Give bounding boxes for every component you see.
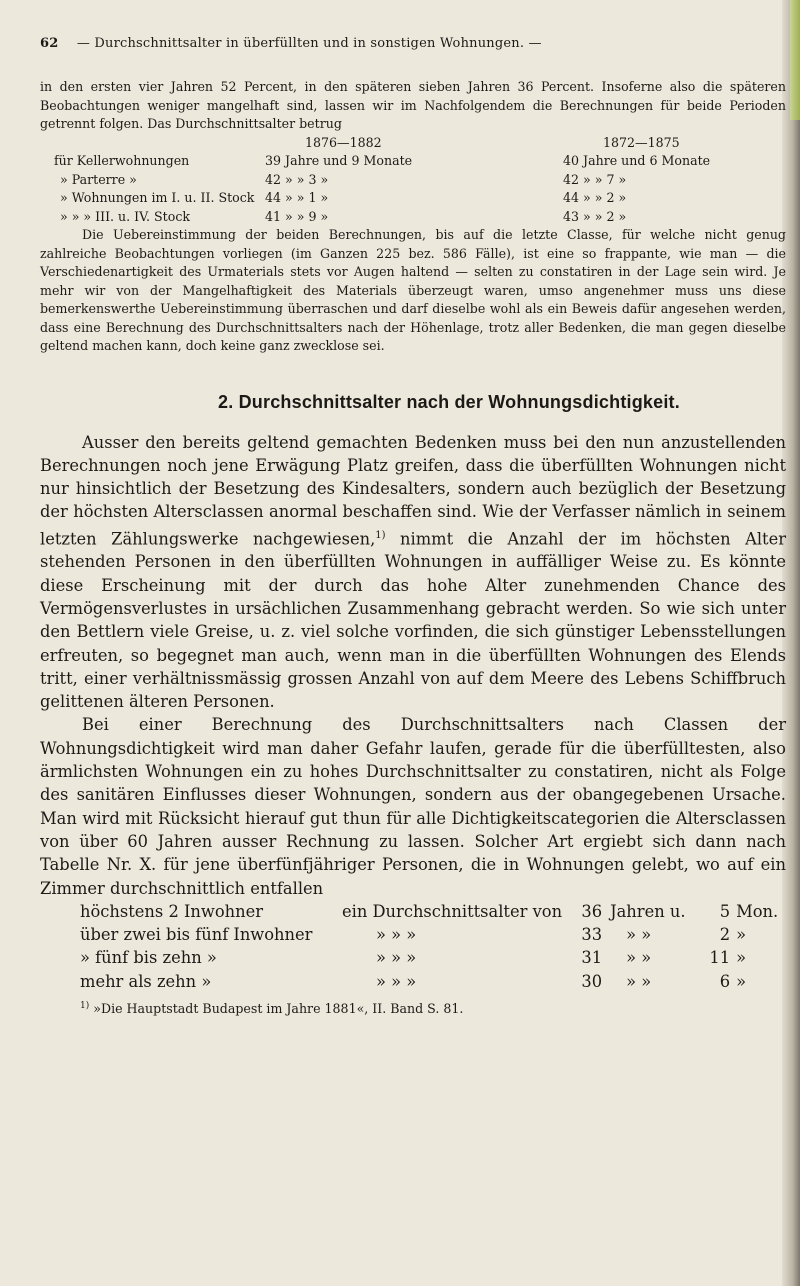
- table-row: [54, 189, 710, 208]
- value-1872-1875: 42 » » 7 »: [563, 171, 627, 187]
- row-label: mehr als zehn »: [80, 971, 212, 991]
- years-value: 36: [581, 901, 603, 921]
- footnote-mark: 1): [80, 1001, 90, 1012]
- running-header: [40, 36, 780, 51]
- value-1872-1875: 40 Jahre und 6 Monate: [563, 153, 711, 168]
- row-phrase: » » »: [376, 948, 417, 968]
- years-unit: » »: [626, 948, 652, 968]
- years-value: 30: [581, 971, 603, 991]
- years-unit: » »: [626, 971, 652, 991]
- row-label: » » » III. u. IV. Stock: [60, 208, 191, 224]
- months-value: 11: [709, 948, 731, 968]
- section-title: 2. Durchschnittsalter nach der Wohnungsdichtigkeit.: [218, 391, 680, 412]
- table-row: [54, 152, 710, 171]
- running-title: — Durchschnittsalter in überfüllten und in sonstigen Wohnungen. —: [76, 36, 542, 51]
- row-phrase: ein Durchschnittsalter von: [342, 901, 563, 921]
- value-1876-1882: 44 » » 1 »: [265, 190, 329, 205]
- months-unit: »: [736, 925, 747, 945]
- intro-section: [40, 78, 786, 134]
- density-paragraph-1a: Ausser den bereits geltend gemachten Bedenken muss bei den nun anzustellenden Berechnungen noch jene Erwägung Platz greifen, dass die überfüllten Wohnungen nicht nur hinsichtlich der Besetzung des Kindesalters, sondern auch bezüglich der Besetzung der höchsten Altersclassen anormal beschaffen sind. Wie der Verfasser nämlich in seinem letzten Zählungswerke nachgewiesen,: [40, 432, 786, 549]
- row-label: » Parterre »: [60, 171, 137, 187]
- value-1876-1882: 41 » » 9 »: [265, 208, 329, 224]
- age-by-density-table: [80, 900, 778, 993]
- row-label: für Kellerwohnungen: [54, 153, 190, 168]
- footnote-reference: 1): [375, 529, 386, 541]
- agreement-section: [40, 226, 786, 356]
- column-header-1872-1875: 1872—1875: [603, 134, 680, 150]
- years-value: 31: [581, 948, 603, 968]
- density-paragraph-1b: nimmt die Anzahl der im höchsten Alter stehenden Personen in den überfüllten Wohnungen in auffälliger Weise zu. Es könnte diese Erscheinung mit der durch das hohe Alter zunehmenden Chance des Vermögensverlustes in ursächlichen Zusammenhang gebracht werden. So wie sich unter den Bettlern viele Greise, u. z. viel solche vorfinden, die sich günstiger Lebensstellungen erfreuten, so begegnet man auch, wenn man in die überfüllten Wohnungen des Elends tritt, einer verhältnissmässig grossen Anzahl von auf dem Meere des Lebens Schiffbruch gelittenen älteren Personen.: [40, 529, 786, 712]
- row-label: » Wohnungen im I. u. II. Stock: [60, 190, 255, 205]
- column-header-1876-1882: 1876—1882: [305, 134, 382, 150]
- agreement-paragraph: Die Uebereinstimmung der beiden Berechnungen, bis auf die letzte Classe, für welche nicht genug zahlreiche Beobachtungen vorliegen (im Ganzen 225 bez. 586 Fälle), ist eine so frappante, wie man — die Verschiedenartigkeit des Urmaterials stets vor Augen haltend — selten zu constatiren in der Lage sein wird. Je mehr wir von der Mangelhaftigkeit des Materials überzeugt waren, umso angenehmer muss uns diese bemerkenswerthe Uebereinstimmung überraschen und darf dieselbe wohl als ein Beweis dafür angesehen werden, dass eine Berechnung des Durchschnittsalters nach der Höhenlage, trotz aller Bedenken, die man gegen dieselbe geltend machen kann, doch keine ganz zwecklose sei.: [40, 227, 786, 353]
- row-label: höchstens 2 Inwohner: [80, 901, 264, 921]
- value-1872-1875: 44 » » 2 »: [563, 190, 627, 205]
- years-unit: » »: [626, 925, 652, 945]
- months-value: 5: [719, 901, 731, 921]
- years-unit: Jahren u.: [610, 901, 686, 921]
- density-paragraph-2: Bei einer Berechnung des Durchschnittsalters nach Classen der Wohnungsdichtigkeit wird man daher Gefahr laufen, gerade für die überfülltesten, also ärmlichsten Wohnungen ein zu hohes Durchschnittsalter zu constatiren, nicht als Folge des sanitären Einflusses dieser Wohnungen, sondern aus der obangegebenen Ursache. Man wird mit Rücksicht hierauf gut thun für alle Dichtigkeitscategorien die Altersclassen von über 60 Jahren ausser Rechnung zu lassen. Solcher Art ergiebt sich dann nach Tabelle Nr. X. für jene überfünfjähriger Personen, die in Wohnungen gelebt, wo auf ein Zimmer durchschnittlich entfallen: [40, 715, 786, 898]
- row-phrase: » » »: [376, 925, 417, 945]
- footnote: [40, 1001, 786, 1016]
- months-unit: »: [736, 971, 747, 991]
- table-row: [80, 923, 778, 946]
- table-row: [54, 171, 710, 190]
- table-header-row: [54, 134, 710, 153]
- table-row: [54, 208, 710, 227]
- years-value: 33: [581, 925, 603, 945]
- page-body: [40, 78, 786, 1016]
- months-unit: »: [736, 948, 747, 968]
- months-unit: Mon.: [736, 901, 779, 921]
- density-section: [40, 431, 786, 900]
- table-row: [80, 970, 778, 993]
- row-label: über zwei bis fünf Inwohner: [80, 925, 313, 945]
- value-1876-1882: 39 Jahre und 9 Monate: [265, 153, 413, 168]
- intro-paragraph: in den ersten vier Jahren 52 Percent, in den späteren sieben Jahren 36 Percent. Insoferne also die späteren Beobachtungen weniger mangelhaft sind, lassen wir im Nachfolgendem die Berechnungen für beide Perioden getrennt folgen. Das Durchschnittsalter betrug: [40, 79, 786, 131]
- value-1872-1875: 43 » » 2 »: [563, 208, 627, 224]
- density-paragraph-1: [40, 431, 786, 714]
- months-value: 2: [719, 925, 731, 945]
- footnote-text: »Die Hauptstadt Budapest im Jahre 1881«, II. Band S. 81.: [93, 1001, 464, 1017]
- age-by-floor-table: [54, 134, 710, 227]
- months-value: 6: [719, 971, 731, 991]
- table-row: [80, 900, 778, 923]
- page-number: 62: [40, 36, 59, 51]
- table-row: [80, 946, 778, 969]
- row-label: » fünf bis zehn »: [80, 948, 217, 968]
- value-1876-1882: 42 » » 3 »: [265, 171, 329, 187]
- row-phrase: » » »: [376, 971, 417, 991]
- page-edge-tab: [790, 0, 800, 120]
